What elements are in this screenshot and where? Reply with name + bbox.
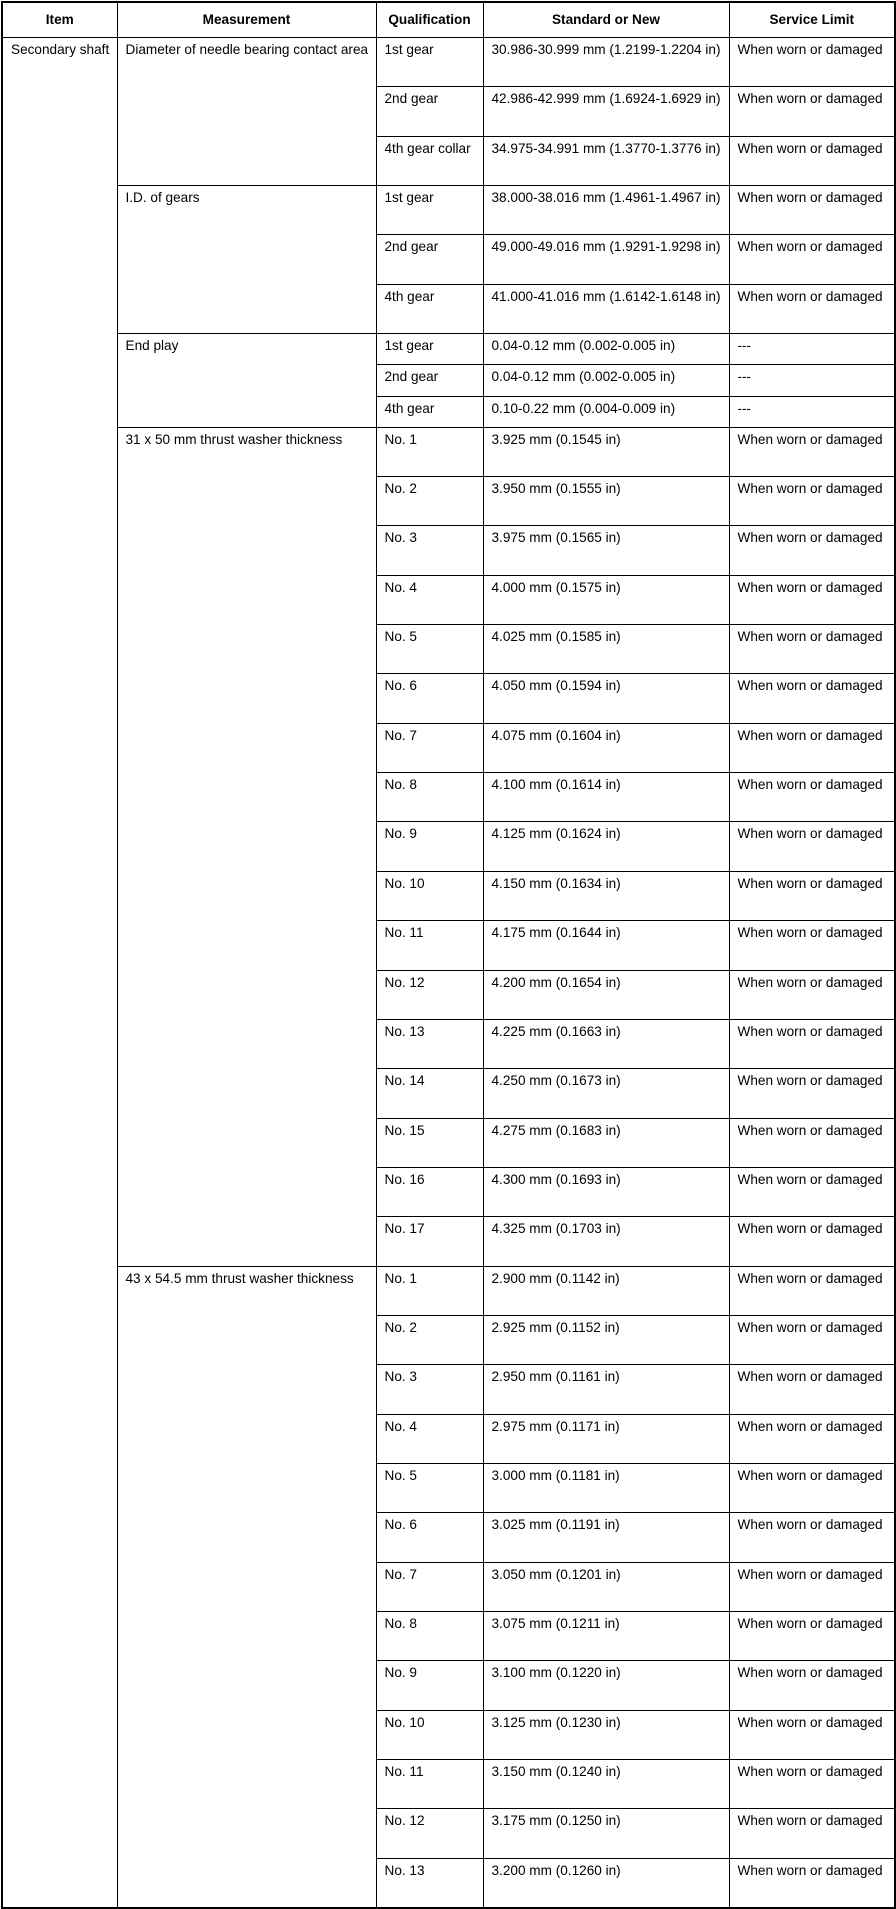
- service-limit-cell: When worn or damaged: [729, 477, 895, 526]
- service-limit-cell: When worn or damaged: [729, 1266, 895, 1315]
- qualification-cell: No. 1: [376, 427, 483, 476]
- standard-cell: 2.950 mm (0.1161 in): [483, 1365, 729, 1414]
- qualification-cell: No. 8: [376, 773, 483, 822]
- standard-cell: 0.10-0.22 mm (0.004-0.009 in): [483, 396, 729, 427]
- service-limit-cell: When worn or damaged: [729, 1118, 895, 1167]
- service-limit-cell: When worn or damaged: [729, 1710, 895, 1759]
- qualification-cell: No. 2: [376, 477, 483, 526]
- standard-cell: 4.325 mm (0.1703 in): [483, 1217, 729, 1266]
- header-row: [2, 2, 895, 38]
- service-limit-cell: When worn or damaged: [729, 235, 895, 284]
- service-limit-cell: When worn or damaged: [729, 674, 895, 723]
- service-limit-cell: When worn or damaged: [729, 970, 895, 1019]
- service-limit-cell: When worn or damaged: [729, 773, 895, 822]
- standard-cell: 4.025 mm (0.1585 in): [483, 625, 729, 674]
- qualification-cell: No. 10: [376, 1710, 483, 1759]
- service-limit-cell: When worn or damaged: [729, 822, 895, 871]
- qualification-cell: 2nd gear: [376, 365, 483, 396]
- qualification-cell: 1st gear: [376, 38, 483, 87]
- qualification-cell: No. 9: [376, 822, 483, 871]
- service-limit-cell: When worn or damaged: [729, 723, 895, 772]
- qualification-cell: No. 15: [376, 1118, 483, 1167]
- standard-cell: 4.125 mm (0.1624 in): [483, 822, 729, 871]
- standard-cell: 0.04-0.12 mm (0.002-0.005 in): [483, 365, 729, 396]
- service-limit-cell: When worn or damaged: [729, 871, 895, 920]
- qualification-cell: No. 14: [376, 1069, 483, 1118]
- measurement-cell: I.D. of gears: [117, 186, 376, 334]
- standard-cell: 3.075 mm (0.1211 in): [483, 1611, 729, 1660]
- qualification-cell: No. 7: [376, 723, 483, 772]
- standard-cell: 49.000-49.016 mm (1.9291-1.9298 in): [483, 235, 729, 284]
- service-limit-cell: When worn or damaged: [729, 186, 895, 235]
- service-limit-cell: When worn or damaged: [729, 625, 895, 674]
- qualification-cell: No. 12: [376, 970, 483, 1019]
- standard-cell: 4.175 mm (0.1644 in): [483, 921, 729, 970]
- standard-cell: 0.04-0.12 mm (0.002-0.005 in): [483, 334, 729, 365]
- standard-cell: 3.975 mm (0.1565 in): [483, 526, 729, 575]
- standard-cell: 41.000-41.016 mm (1.6142-1.6148 in): [483, 284, 729, 333]
- header-standard: Standard or New: [483, 2, 729, 38]
- qualification-cell: No. 8: [376, 1611, 483, 1660]
- standard-cell: 3.100 mm (0.1220 in): [483, 1661, 729, 1710]
- service-limit-cell: When worn or damaged: [729, 284, 895, 333]
- qualification-cell: 2nd gear: [376, 87, 483, 136]
- qualification-cell: No. 12: [376, 1809, 483, 1858]
- standard-cell: 4.100 mm (0.1614 in): [483, 773, 729, 822]
- standard-cell: 38.000-38.016 mm (1.4961-1.4967 in): [483, 186, 729, 235]
- header-item: Item: [2, 2, 117, 38]
- service-limit-cell: When worn or damaged: [729, 1217, 895, 1266]
- standard-cell: 4.050 mm (0.1594 in): [483, 674, 729, 723]
- qualification-cell: No. 16: [376, 1167, 483, 1216]
- header-measurement: Measurement: [117, 2, 376, 38]
- service-limit-cell: When worn or damaged: [729, 1315, 895, 1364]
- measurement-cell: Diameter of needle bearing contact area: [117, 38, 376, 186]
- service-limit-cell: When worn or damaged: [729, 1167, 895, 1216]
- table-row: [2, 427, 895, 476]
- service-limit-cell: ---: [729, 334, 895, 365]
- qualification-cell: 4th gear: [376, 284, 483, 333]
- header-qualification: Qualification: [376, 2, 483, 38]
- service-limit-cell: When worn or damaged: [729, 1760, 895, 1809]
- standard-cell: 42.986-42.999 mm (1.6924-1.6929 in): [483, 87, 729, 136]
- measurement-cell: 43 x 54.5 mm thrust washer thickness: [117, 1266, 376, 1908]
- qualification-cell: No. 5: [376, 625, 483, 674]
- standard-cell: 2.925 mm (0.1152 in): [483, 1315, 729, 1364]
- standard-cell: 30.986-30.999 mm (1.2199-1.2204 in): [483, 38, 729, 87]
- service-limit-cell: When worn or damaged: [729, 1513, 895, 1562]
- qualification-cell: No. 4: [376, 575, 483, 624]
- qualification-cell: 2nd gear: [376, 235, 483, 284]
- service-limit-cell: When worn or damaged: [729, 575, 895, 624]
- standard-cell: 4.200 mm (0.1654 in): [483, 970, 729, 1019]
- measurement-cell: End play: [117, 334, 376, 428]
- qualification-cell: No. 13: [376, 1019, 483, 1068]
- qualification-cell: No. 6: [376, 1513, 483, 1562]
- standard-cell: 4.225 mm (0.1663 in): [483, 1019, 729, 1068]
- table-body: [2, 38, 895, 1909]
- standard-cell: 3.925 mm (0.1545 in): [483, 427, 729, 476]
- qualification-cell: No. 7: [376, 1562, 483, 1611]
- service-limit-cell: When worn or damaged: [729, 1069, 895, 1118]
- standard-cell: 3.025 mm (0.1191 in): [483, 1513, 729, 1562]
- service-limit-cell: When worn or damaged: [729, 1611, 895, 1660]
- standard-cell: 3.125 mm (0.1230 in): [483, 1710, 729, 1759]
- header-service-limit: Service Limit: [729, 2, 895, 38]
- standard-cell: 3.175 mm (0.1250 in): [483, 1809, 729, 1858]
- service-limit-cell: When worn or damaged: [729, 136, 895, 185]
- standard-cell: 4.075 mm (0.1604 in): [483, 723, 729, 772]
- qualification-cell: No. 3: [376, 526, 483, 575]
- table-row: [2, 1266, 895, 1315]
- spec-table: [1, 1, 896, 1909]
- qualification-cell: No. 9: [376, 1661, 483, 1710]
- service-limit-cell: When worn or damaged: [729, 1562, 895, 1611]
- standard-cell: 3.950 mm (0.1555 in): [483, 477, 729, 526]
- service-limit-cell: When worn or damaged: [729, 38, 895, 87]
- service-limit-cell: When worn or damaged: [729, 1661, 895, 1710]
- qualification-cell: No. 11: [376, 1760, 483, 1809]
- qualification-cell: 4th gear: [376, 396, 483, 427]
- qualification-cell: 4th gear collar: [376, 136, 483, 185]
- table-row: [2, 334, 895, 365]
- qualification-cell: No. 17: [376, 1217, 483, 1266]
- qualification-cell: No. 2: [376, 1315, 483, 1364]
- item-cell: Secondary shaft: [2, 38, 117, 1909]
- qualification-cell: No. 13: [376, 1858, 483, 1908]
- service-limit-cell: ---: [729, 396, 895, 427]
- standard-cell: 2.975 mm (0.1171 in): [483, 1414, 729, 1463]
- service-limit-cell: When worn or damaged: [729, 427, 895, 476]
- standard-cell: 4.250 mm (0.1673 in): [483, 1069, 729, 1118]
- service-limit-cell: When worn or damaged: [729, 1809, 895, 1858]
- service-limit-cell: When worn or damaged: [729, 1463, 895, 1512]
- qualification-cell: No. 1: [376, 1266, 483, 1315]
- standard-cell: 4.275 mm (0.1683 in): [483, 1118, 729, 1167]
- service-limit-cell: When worn or damaged: [729, 921, 895, 970]
- table-row: [2, 38, 895, 87]
- service-limit-cell: When worn or damaged: [729, 1858, 895, 1908]
- standard-cell: 34.975-34.991 mm (1.3770-1.3776 in): [483, 136, 729, 185]
- qualification-cell: No. 6: [376, 674, 483, 723]
- service-limit-cell: When worn or damaged: [729, 1365, 895, 1414]
- service-limit-cell: When worn or damaged: [729, 1414, 895, 1463]
- service-limit-cell: When worn or damaged: [729, 87, 895, 136]
- service-limit-cell: When worn or damaged: [729, 526, 895, 575]
- qualification-cell: No. 3: [376, 1365, 483, 1414]
- standard-cell: 4.000 mm (0.1575 in): [483, 575, 729, 624]
- qualification-cell: 1st gear: [376, 334, 483, 365]
- qualification-cell: No. 10: [376, 871, 483, 920]
- standard-cell: 4.300 mm (0.1693 in): [483, 1167, 729, 1216]
- standard-cell: 4.150 mm (0.1634 in): [483, 871, 729, 920]
- qualification-cell: 1st gear: [376, 186, 483, 235]
- service-limit-cell: ---: [729, 365, 895, 396]
- table-row: [2, 186, 895, 235]
- qualification-cell: No. 5: [376, 1463, 483, 1512]
- standard-cell: 3.000 mm (0.1181 in): [483, 1463, 729, 1512]
- qualification-cell: No. 11: [376, 921, 483, 970]
- qualification-cell: No. 4: [376, 1414, 483, 1463]
- measurement-cell: 31 x 50 mm thrust washer thickness: [117, 427, 376, 1266]
- standard-cell: 3.150 mm (0.1240 in): [483, 1760, 729, 1809]
- standard-cell: 3.200 mm (0.1260 in): [483, 1858, 729, 1908]
- service-limit-cell: When worn or damaged: [729, 1019, 895, 1068]
- standard-cell: 3.050 mm (0.1201 in): [483, 1562, 729, 1611]
- standard-cell: 2.900 mm (0.1142 in): [483, 1266, 729, 1315]
